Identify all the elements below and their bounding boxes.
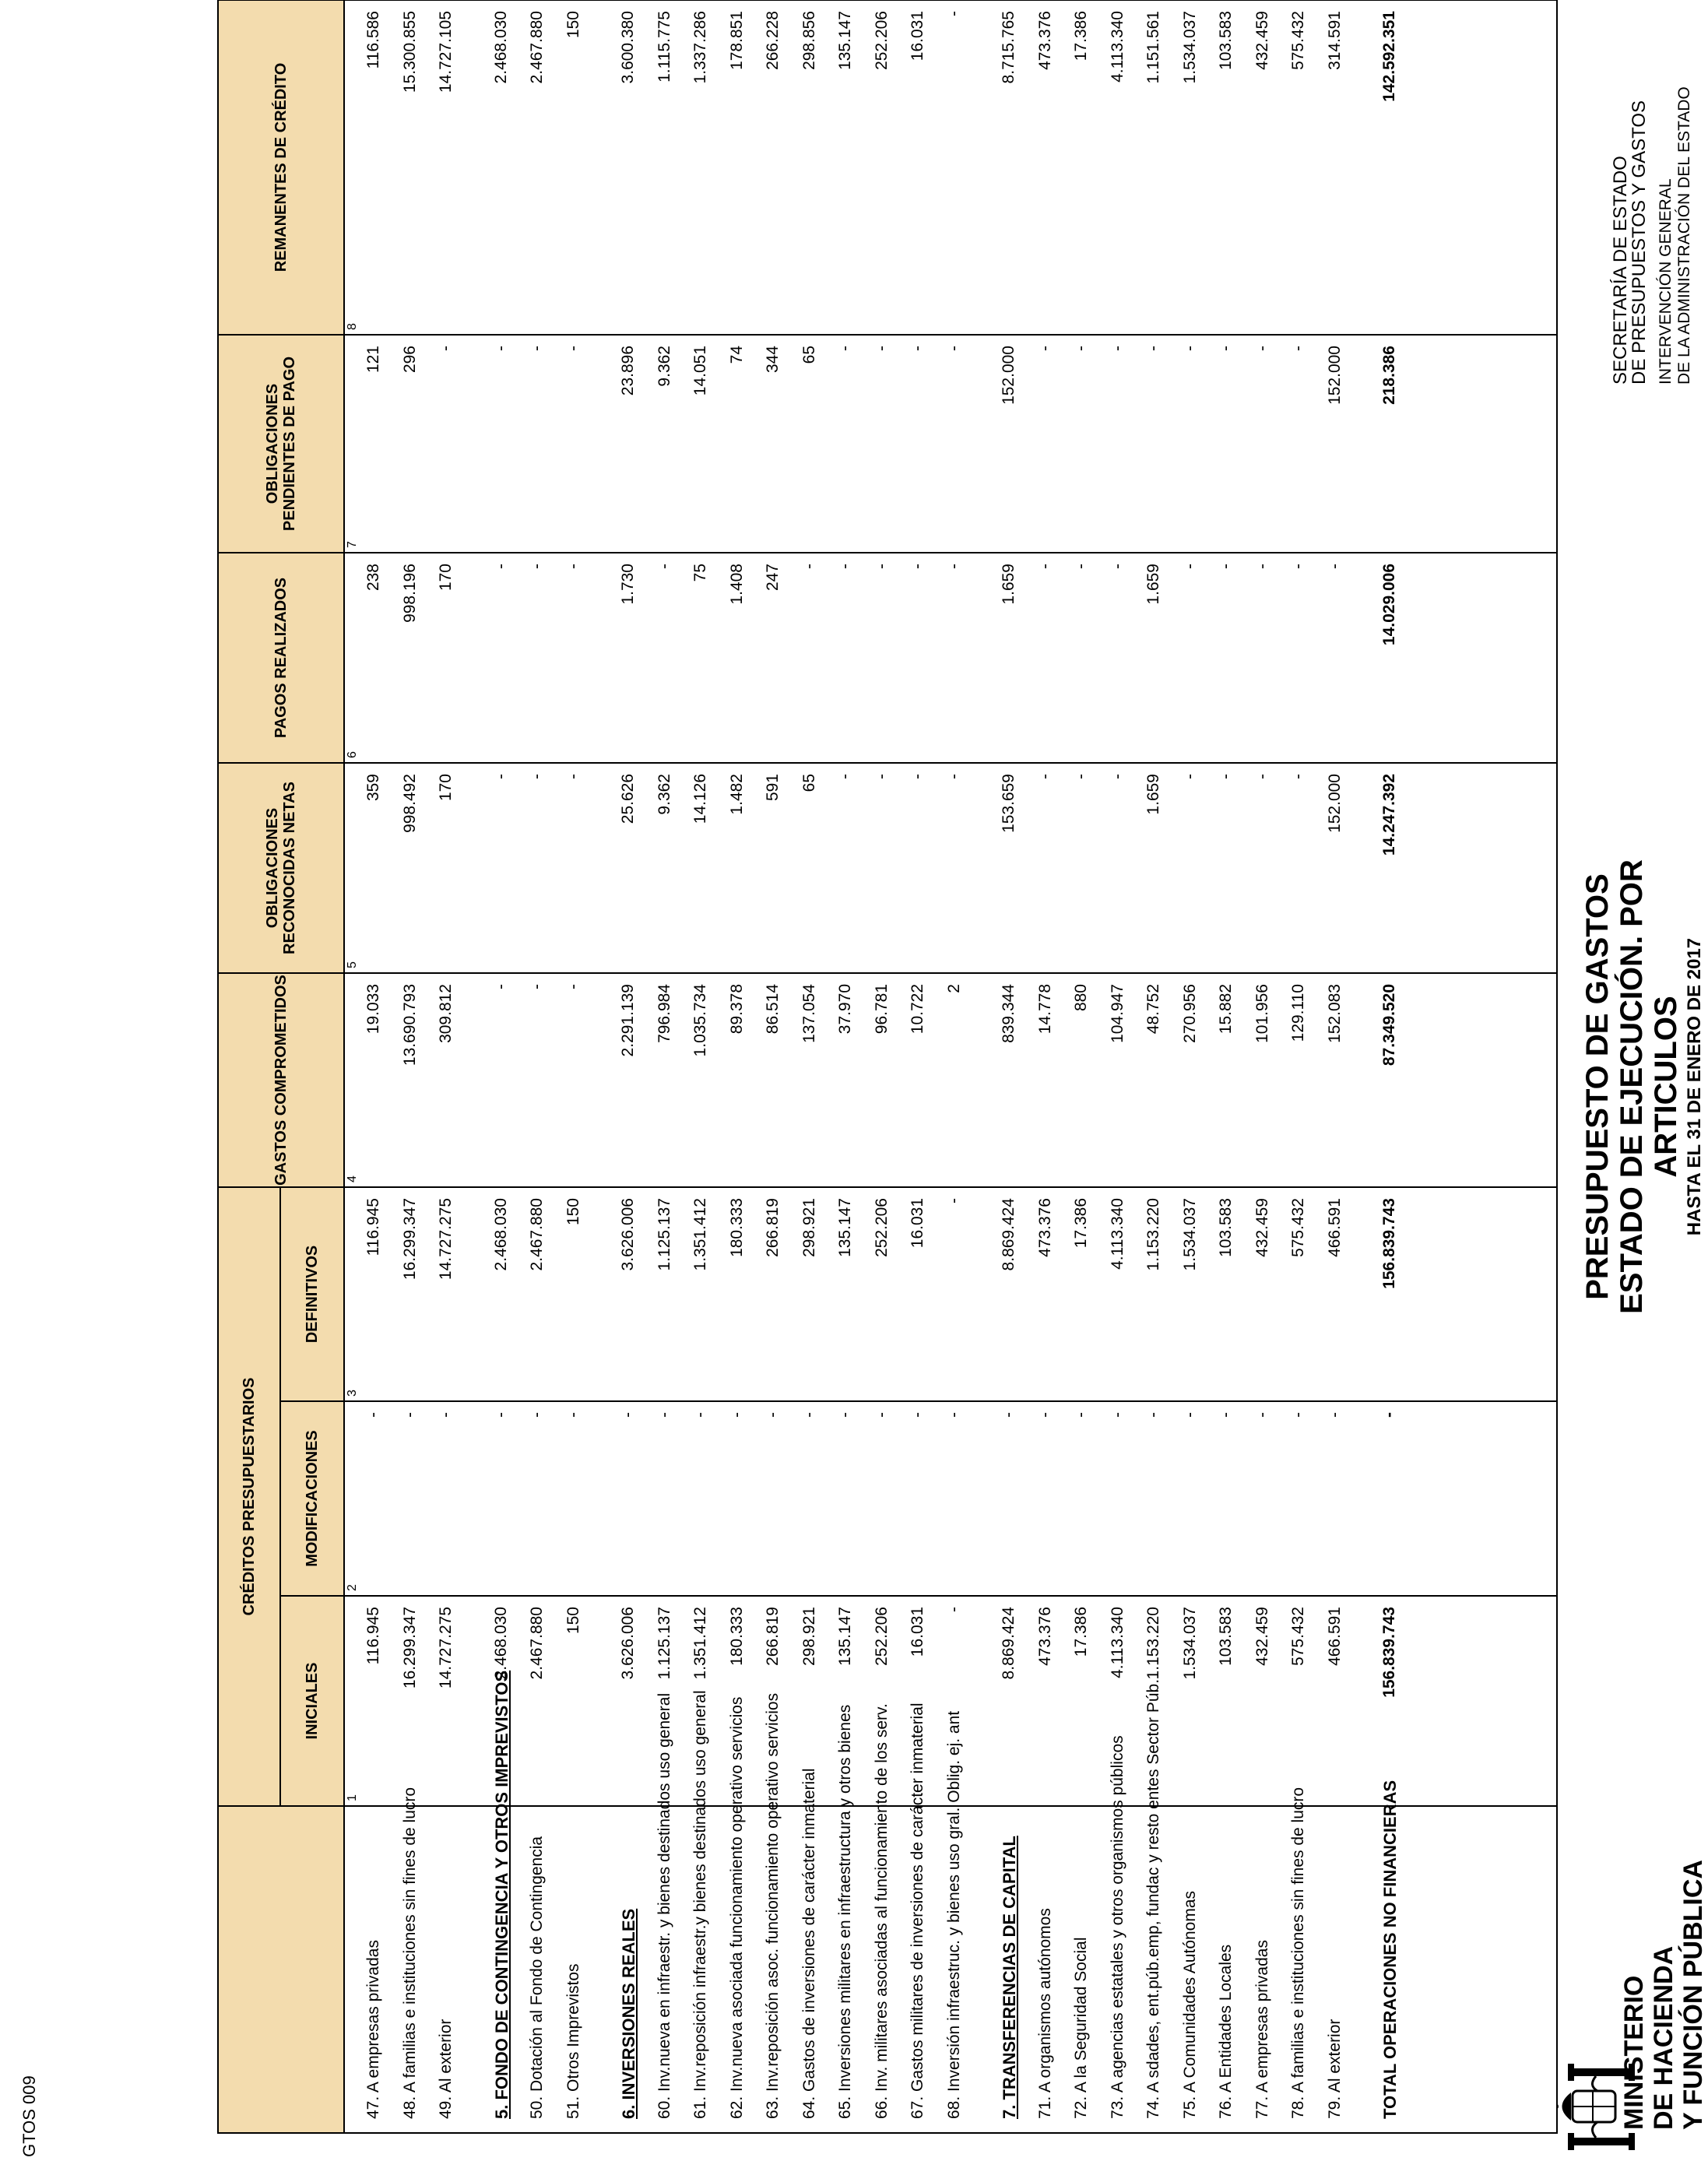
row-value-col3: 17.386: [1072, 1198, 1090, 1249]
row-value-col3: 16.031: [908, 1198, 926, 1249]
row-value-col8: 1.337.286: [691, 11, 709, 84]
row-value-col5: 152.000: [1325, 774, 1344, 833]
row-value-col1: 473.376: [1035, 1607, 1054, 1666]
row-value-col1: 2.468.030: [491, 1607, 510, 1680]
row-value-col6: -: [836, 564, 854, 569]
ministry-line-2: DE HACIENDA: [1649, 1945, 1678, 2130]
row-value-col1: 1.153.220: [1144, 1607, 1162, 1680]
row-value-col8: 473.376: [1035, 11, 1054, 70]
row-value-col1: 466.591: [1325, 1607, 1344, 1666]
row-value-col8: 575.432: [1289, 11, 1307, 70]
row-value-col5: 25.626: [619, 774, 637, 824]
row-value-col6: -: [944, 564, 963, 569]
row-value-col5: 153.659: [1000, 774, 1017, 833]
row-value-col8: 8.715.765: [1000, 11, 1017, 84]
row-label: 47. A empresas privadas: [364, 1940, 382, 2119]
row-value-col1: 266.819: [764, 1607, 782, 1666]
row-value-col1: 252.206: [872, 1607, 891, 1666]
row-value-col6: -: [491, 564, 510, 569]
row-value-col2: -: [1072, 1412, 1090, 1418]
row-value-col3: 1.534.037: [1180, 1198, 1199, 1271]
row-value-col2: -: [400, 1412, 419, 1418]
row-value-col4: -: [564, 984, 582, 989]
row-value-col5: -: [528, 774, 546, 779]
secretaria-line-2: DE PRESUPUESTOS Y GASTOS: [1629, 100, 1650, 385]
row-value-col5: -: [1072, 774, 1090, 779]
row-value-col5: -: [1253, 774, 1271, 779]
row-value-col2: -: [944, 1412, 963, 1418]
row-value-col5: -: [1108, 774, 1126, 779]
row-value-col7: 23.896: [619, 346, 637, 396]
row-value-col2: -: [1217, 1412, 1235, 1418]
row-value-col4: 96.781: [872, 984, 891, 1035]
row-value-col7: -: [437, 346, 455, 351]
row-value-col7: -: [944, 346, 963, 351]
row-value-col5: -: [908, 774, 926, 779]
column-number-7: 7: [346, 541, 359, 548]
row-value-col2: -: [836, 1412, 854, 1418]
row-value-col8: 15.300.855: [400, 11, 419, 93]
row-value-col1: 1.351.412: [691, 1607, 709, 1680]
row-value-col7: -: [872, 346, 891, 351]
row-value-col1: 150: [564, 1607, 582, 1635]
row-value-col4: 89.378: [727, 984, 746, 1035]
row-value-col3: 473.376: [1035, 1198, 1054, 1257]
row-value-col6: -: [655, 564, 673, 569]
row-label: 63. Inv.reposición asoc. funcionamiento operativo servicios: [764, 1692, 782, 2119]
row-value-col3: 156.839.743: [1380, 1198, 1398, 1289]
row-value-col4: 309.812: [437, 984, 455, 1043]
ministry-line-3: Y FUNCIÓN PÚBLICA: [1678, 1860, 1708, 2130]
row-value-col8: -: [944, 11, 963, 16]
report-title: [1580, 814, 1706, 1359]
row-label: 5. FONDO DE CONTINGENCIA Y OTROS IMPREVISTOS: [491, 1670, 511, 2119]
row-value-col2: -: [528, 1412, 546, 1418]
row-label: 60. Inv.nueva en infraestr. y bienes destinados uso general: [655, 1692, 673, 2119]
column-header-2: MODIFICACIONES: [304, 1430, 321, 1567]
group-header-label: CRÉDITOS PRESUPUESTARIOS: [241, 1377, 258, 1616]
row-value-col7: -: [1289, 346, 1307, 351]
row-value-col6: 14.029.006: [1380, 564, 1398, 646]
row-value-col5: -: [564, 774, 582, 779]
row-value-col2: -: [764, 1412, 782, 1418]
row-value-col1: 180.333: [727, 1607, 746, 1666]
row-value-col2: -: [1380, 1412, 1398, 1418]
row-value-col7: -: [1253, 346, 1271, 351]
row-value-col7: 296: [400, 346, 419, 374]
row-value-col2: -: [1253, 1412, 1271, 1418]
row-value-col5: -: [1180, 774, 1199, 779]
row-value-col7: -: [1035, 346, 1054, 351]
row-value-col3: 432.459: [1253, 1198, 1271, 1257]
row-value-col7: 218.386: [1380, 346, 1398, 405]
row-value-col8: 298.856: [800, 11, 818, 70]
row-label: 77. A empresas privadas: [1253, 1940, 1271, 2119]
row-value-col3: 180.333: [727, 1198, 746, 1257]
row-value-col4: 37.970: [836, 984, 854, 1035]
row-label: TOTAL OPERACIONES NO FINANCIERAS: [1380, 1780, 1400, 2119]
row-value-col7: -: [564, 346, 582, 351]
title-line-3: HASTA EL 31 DE ENERO DE 2017: [1684, 937, 1705, 1236]
row-value-col2: -: [491, 1412, 510, 1418]
column-header-8: REMANENTES DE CRÉDITO: [272, 62, 290, 272]
row-value-col1: -: [944, 1607, 963, 1612]
row-value-col2: -: [872, 1412, 891, 1418]
row-value-col4: 2: [944, 984, 963, 993]
row-value-col1: 16.299.347: [400, 1607, 419, 1689]
row-value-col3: 1.351.412: [691, 1198, 709, 1271]
title-line-1: PRESUPUESTO DE GASTOS: [1580, 873, 1615, 1300]
row-value-col5: 14.126: [691, 774, 709, 824]
column-header-4: GASTOS COMPROMETIDOS: [272, 975, 290, 1186]
row-value-col6: -: [1217, 564, 1235, 569]
row-value-col4: 270.956: [1180, 984, 1199, 1043]
row-value-col3: 3.626.006: [619, 1198, 637, 1271]
row-value-col1: 14.727.275: [437, 1607, 455, 1689]
row-value-col6: -: [1253, 564, 1271, 569]
row-label: 78. A familias e instituciones sin fines de lucro: [1289, 1787, 1307, 2119]
column-number-6: 6: [346, 751, 359, 758]
row-value-col4: 839.344: [1000, 984, 1017, 1043]
row-label: 64. Gastos de inversiones de carácter inmaterial: [800, 1768, 818, 2119]
intervencion-line-2: DE LA ADMINISTRACIÓN DEL ESTADO: [1675, 86, 1693, 385]
row-value-col1: 1.534.037: [1180, 1607, 1199, 1680]
row-value-col2: -: [364, 1412, 382, 1418]
row-value-col5: -: [1035, 774, 1054, 779]
row-label: 65. Inversiones militares en infraestructura y otros bienes: [836, 1704, 854, 2119]
row-label: 6. INVERSIONES REALES: [619, 1908, 638, 2119]
row-value-col1: 2.467.880: [528, 1607, 546, 1680]
row-value-col1: 432.459: [1253, 1607, 1271, 1666]
row-value-col3: 1.153.220: [1144, 1198, 1162, 1271]
row-value-col2: -: [800, 1412, 818, 1418]
row-value-col7: -: [836, 346, 854, 351]
row-value-col5: -: [872, 774, 891, 779]
row-value-col8: 116.586: [364, 11, 382, 69]
row-label: 61. Inv.reposición infraestr.y bienes destinados uso general: [691, 1690, 709, 2119]
row-value-col3: 8.869.424: [1000, 1198, 1017, 1271]
row-value-col5: 65: [800, 774, 818, 792]
budget-table: [218, 0, 1557, 2133]
row-value-col4: 87.349.520: [1380, 984, 1398, 1066]
issuer-block: [1611, 86, 1694, 385]
row-value-col8: 2.467.880: [528, 11, 546, 84]
row-value-col8: 16.031: [908, 11, 926, 61]
row-value-col4: 14.778: [1035, 984, 1054, 1035]
row-value-col1: 103.583: [1217, 1607, 1235, 1666]
row-value-col3: 16.299.347: [400, 1198, 419, 1281]
row-value-col6: 170: [437, 564, 455, 592]
row-value-col6: -: [1072, 564, 1090, 569]
row-value-col8: 150: [564, 11, 582, 39]
secretaria-line-1: SECRETARÍA DE ESTADO: [1610, 156, 1631, 385]
row-value-col4: 796.984: [655, 984, 673, 1043]
row-value-col2: -: [1289, 1412, 1307, 1418]
row-label: 51. Otros Imprevistos: [564, 1963, 582, 2119]
row-label: 71. A organismos autónomos: [1035, 1908, 1054, 2119]
column-header-6: PAGOS REALIZADOS: [272, 577, 290, 739]
row-value-col1: 3.626.006: [619, 1607, 637, 1680]
row-label: 79. Al exterior: [1325, 2019, 1344, 2119]
row-label: 50. Dotación al Fondo de Contingencia: [528, 1836, 546, 2119]
row-value-col2: -: [437, 1412, 455, 1418]
row-value-col6: -: [1108, 564, 1126, 569]
row-value-col2: -: [1325, 1412, 1344, 1418]
row-value-col2: -: [1108, 1412, 1126, 1418]
row-value-col4: -: [528, 984, 546, 989]
row-value-col1: 8.869.424: [1000, 1607, 1017, 1680]
row-value-col5: -: [1217, 774, 1235, 779]
row-value-col7: -: [908, 346, 926, 351]
row-value-col3: 298.921: [800, 1198, 818, 1257]
row-label: 75. A Comunidades Autónomas: [1180, 1890, 1199, 2119]
row-value-col2: -: [564, 1412, 582, 1418]
form-code: GTOS 009: [19, 2075, 39, 2157]
row-value-col2: -: [691, 1412, 709, 1418]
row-label: 66. Inv. militares asociadas al funcionamiento de los serv.: [872, 1703, 891, 2119]
row-value-col6: -: [1289, 564, 1307, 569]
row-value-col6: -: [1035, 564, 1054, 569]
row-value-col4: 13.690.793: [400, 984, 419, 1066]
column-number-5: 5: [346, 961, 359, 968]
row-value-col6: -: [872, 564, 891, 569]
row-value-col5: 1.659: [1144, 774, 1162, 815]
row-value-col5: 14.247.392: [1380, 774, 1398, 856]
row-value-col7: -: [1180, 346, 1199, 351]
row-value-col1: 298.921: [800, 1607, 818, 1666]
row-value-col8: 135.147: [836, 11, 854, 70]
row-value-col6: -: [908, 564, 926, 569]
row-value-col6: 1.408: [727, 564, 746, 605]
row-value-col7: 74: [727, 346, 746, 364]
row-value-col3: 252.206: [872, 1198, 891, 1257]
row-value-col8: 1.151.561: [1144, 11, 1162, 84]
row-label: 49. Al exterior: [437, 2019, 455, 2119]
row-value-col3: 1.125.137: [655, 1198, 673, 1271]
row-label: 67. Gastos militares de inversiones de carácter inmaterial: [908, 1702, 926, 2119]
row-value-col7: -: [1072, 346, 1090, 351]
column-number-3: 3: [346, 1390, 359, 1397]
row-value-col1: 17.386: [1072, 1607, 1090, 1657]
row-value-col7: -: [491, 346, 510, 351]
row-value-col7: 152.000: [1325, 346, 1344, 405]
title-line-2: ESTADO DE EJECUCIÓN. POR ARTICULOS: [1615, 859, 1683, 1314]
row-label: 72. A la Seguridad Social: [1072, 1937, 1090, 2119]
row-value-col2: -: [619, 1412, 637, 1418]
row-value-col7: 121: [364, 346, 382, 374]
row-value-col3: -: [944, 1198, 963, 1203]
column-number-2: 2: [346, 1584, 359, 1591]
row-label: 73. A agencias estatales y otros organismos públicos: [1108, 1735, 1126, 2119]
row-value-col6: -: [1325, 564, 1344, 569]
row-value-col8: 3.600.380: [619, 11, 637, 84]
row-value-col6: 1.659: [1144, 564, 1162, 605]
row-value-col2: -: [727, 1412, 746, 1418]
row-value-col3: 575.432: [1289, 1198, 1307, 1257]
row-value-col8: 266.228: [764, 11, 782, 70]
row-value-col7: 344: [764, 346, 782, 374]
row-value-col2: -: [1035, 1412, 1054, 1418]
row-value-col7: -: [1217, 346, 1235, 351]
row-value-col8: 432.459: [1253, 11, 1271, 70]
row-value-col7: -: [528, 346, 546, 351]
row-value-col3: 150: [564, 1198, 582, 1226]
row-label: 68. Inversión infraestruc. y bienes uso gral. Oblig. ej. ant: [944, 1710, 963, 2119]
row-value-col3: 2.467.880: [528, 1198, 546, 1271]
row-value-col4: 86.514: [764, 984, 782, 1035]
row-value-col5: 1.482: [727, 774, 746, 815]
row-value-col7: 14.051: [691, 346, 709, 396]
row-label: 48. A familias e instituciones sin fines de lucro: [400, 1787, 419, 2119]
row-value-col1: 116.945: [364, 1607, 382, 1665]
row-value-col5: -: [836, 774, 854, 779]
row-value-col3: 103.583: [1217, 1198, 1235, 1257]
row-value-col3: 266.819: [764, 1198, 782, 1257]
row-value-col6: -: [800, 564, 818, 569]
row-value-col7: 152.000: [1000, 346, 1017, 405]
row-value-col6: -: [564, 564, 582, 569]
row-value-col7: -: [1108, 346, 1126, 351]
column-header-1: INICIALES: [304, 1662, 321, 1740]
row-value-col4: 104.947: [1108, 984, 1126, 1043]
column-header-5: OBLIGACIONES RECONOCIDAS NETAS: [264, 782, 298, 954]
row-value-col5: 359: [364, 774, 382, 802]
row-value-col4: 1.035.734: [691, 984, 709, 1057]
row-value-col8: 1.115.775: [655, 11, 673, 83]
row-value-col3: 14.727.275: [437, 1198, 455, 1281]
row-value-col2: -: [1144, 1412, 1162, 1418]
ministry-name: [1619, 1860, 1708, 2130]
row-value-col3: 466.591: [1325, 1198, 1344, 1257]
row-value-col6: 1.730: [619, 564, 637, 605]
row-value-col1: 4.113.340: [1108, 1607, 1126, 1678]
row-value-col6: 998.196: [400, 564, 419, 623]
row-value-col3: 116.945: [364, 1198, 382, 1256]
row-value-col4: 19.033: [364, 984, 382, 1035]
row-value-col5: -: [1289, 774, 1307, 779]
column-number-4: 4: [346, 1175, 359, 1182]
row-value-col8: 142.592.351: [1380, 11, 1398, 102]
column-number-1: 1: [346, 1794, 359, 1801]
row-value-col1: 1.125.137: [655, 1607, 673, 1680]
row-value-col4: 129.110: [1289, 984, 1307, 1042]
row-value-col1: 135.147: [836, 1607, 854, 1666]
row-value-col4: 101.956: [1253, 984, 1271, 1043]
column-header-7: OBLIGACIONES PENDIENTES DE PAGO: [264, 356, 298, 532]
row-value-col5: 591: [764, 774, 782, 802]
row-value-col4: 880: [1072, 984, 1090, 1012]
row-value-col6: 247: [764, 564, 782, 592]
row-value-col1: 16.031: [908, 1607, 926, 1657]
row-value-col8: 2.468.030: [491, 11, 510, 84]
row-value-col5: -: [944, 774, 963, 779]
row-value-col2: -: [1000, 1412, 1017, 1418]
row-value-col5: 998.492: [400, 774, 419, 833]
row-value-col8: 17.386: [1072, 11, 1090, 61]
row-value-col1: 575.432: [1289, 1607, 1307, 1666]
row-value-col7: -: [1144, 346, 1162, 351]
row-value-col8: 14.727.105: [437, 11, 455, 93]
column-number-8: 8: [346, 323, 359, 330]
row-value-col2: -: [908, 1412, 926, 1418]
row-value-col8: 4.113.340: [1108, 11, 1126, 83]
row-value-col8: 103.583: [1217, 11, 1235, 70]
row-value-col6: 1.659: [1000, 564, 1017, 605]
row-value-col4: 137.054: [800, 984, 818, 1043]
row-value-col7: 65: [800, 346, 818, 364]
row-value-col5: -: [491, 774, 510, 779]
row-value-col4: 15.882: [1217, 984, 1235, 1035]
row-value-col1: 156.839.743: [1380, 1607, 1398, 1698]
column-header-3: DEFINITIVOS: [304, 1245, 321, 1344]
row-value-col6: 238: [364, 564, 382, 592]
row-value-col4: 152.083: [1325, 984, 1344, 1043]
ministry-line-1: MINISTERIO: [1619, 1975, 1649, 2130]
row-value-col5: 9.362: [655, 774, 673, 815]
row-value-col8: 252.206: [872, 11, 891, 70]
row-value-col3: 135.147: [836, 1198, 854, 1257]
row-value-col7: 9.362: [655, 346, 673, 387]
row-value-col6: -: [528, 564, 546, 569]
row-value-col2: -: [1180, 1412, 1199, 1418]
row-value-col8: 314.591: [1325, 11, 1344, 70]
row-value-col6: -: [1180, 564, 1199, 569]
row-label: 62. Inv.nueva asociada funcionamiento operativo servicios: [727, 1696, 746, 2119]
row-value-col6: 75: [691, 564, 709, 582]
row-value-col2: -: [655, 1412, 673, 1418]
row-value-col4: -: [491, 984, 510, 989]
row-value-col4: 48.752: [1144, 984, 1162, 1035]
row-value-col3: 4.113.340: [1108, 1198, 1126, 1270]
row-label: 74. A sdades, ent.púb.emp, fundac y resto entes Sector Púb.: [1144, 1678, 1162, 2119]
row-value-col8: 1.534.037: [1180, 11, 1199, 84]
row-value-col4: 10.722: [908, 984, 926, 1035]
row-value-col5: 170: [437, 774, 455, 802]
row-label: 7. TRANSFERENCIAS DE CAPITAL: [1000, 1836, 1019, 2119]
row-label: 76. A Entidades Locales: [1217, 1944, 1235, 2119]
row-value-col8: 178.851: [727, 11, 746, 70]
row-value-col4: 2.291.139: [619, 984, 637, 1057]
row-value-col3: 2.468.030: [491, 1198, 510, 1271]
intervencion-line-1: INTERVENCIÓN GENERAL: [1657, 178, 1675, 385]
